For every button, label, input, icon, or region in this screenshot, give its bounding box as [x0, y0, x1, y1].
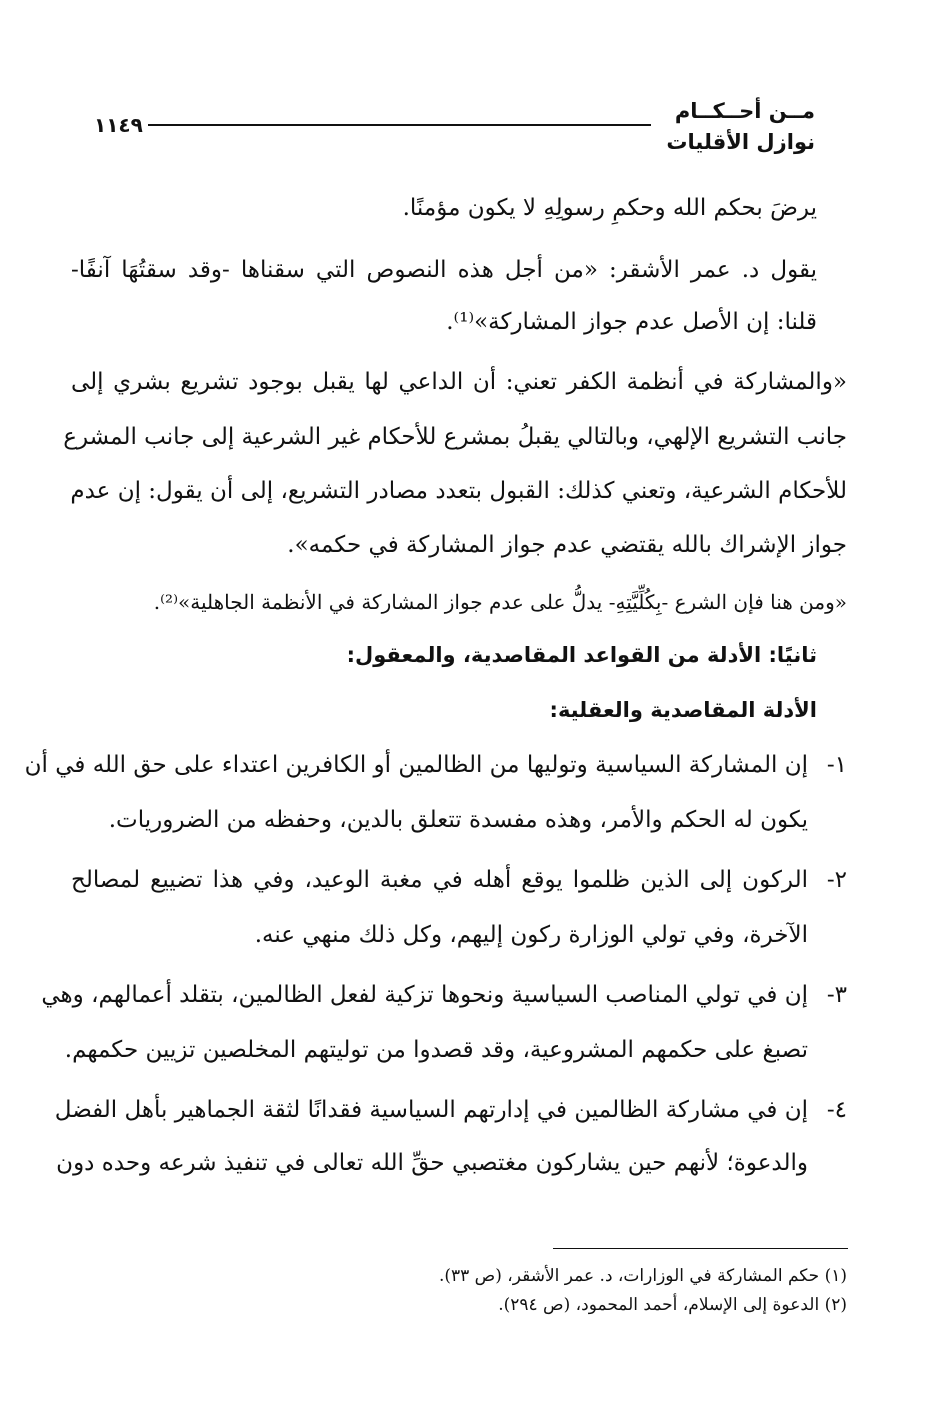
header-rule	[148, 124, 651, 126]
list-item-line: والدعوة؛ لأنهم حين يشاركون مغتصبي حقِّ الله تعالى في تنفيذ شرعه وحده دون	[56, 1150, 808, 1176]
header-title-line2: نوازل الأقليات	[666, 130, 815, 154]
list-item-line: تصبغ على حكمهم المشروعية، وقد قصدوا من توليتهم المخلصين تزيين حكمهم.	[64, 1037, 808, 1063]
header-title-line1: مــن أحــكــام	[674, 99, 815, 123]
list-number: ٤-	[826, 1097, 847, 1123]
list-number: ٢-	[826, 867, 847, 893]
text-line: جواز الإشراك بالله يقتضي عدم جواز المشاركة في حكمه».	[287, 532, 847, 558]
text-line: «ومن هنا فإن الشرع -بِكُلِّيَّتِهِ- يدلُّ على عدم جواز المشاركة في الأنظمة الجاهلية»⁽²⁾.	[153, 590, 847, 614]
list-item-line: إن في تولي المناصب السياسية ونحوها تزكية لفعل الظالمين، بتقلد أعمالهم، وهي	[41, 982, 808, 1008]
list-number: ١-	[826, 752, 847, 778]
list-item-line: الركون إلى الذين ظلموا يوقع أهله في مغبة الوعيد، وفي هذا تضييع لمصالح	[71, 867, 808, 893]
list-item-line: إن المشاركة السياسية وتوليها من الظالمين أو الكافرين اعتداء على حق الله في أن	[24, 752, 808, 778]
list-item-line: الآخرة، وفي تولي الوزارة ركون إليهم، وكل ذلك منهي عنه.	[254, 922, 808, 948]
section-heading: ثانيًا: الأدلة من القواعد المقاصدية، والمعقول:	[346, 643, 817, 667]
text-line: قلنا: إن الأصل عدم جواز المشاركة»⁽¹⁾.	[446, 309, 817, 335]
list-item-line: إن في مشاركة الظالمين في إدارتهم السياسية فقدانًا لثقة الجماهير بأهل الفضل	[54, 1097, 808, 1123]
footnote-1: (١) حكم المشاركة في الوزارات، د. عمر الأشقر، (ص ٣٣).	[438, 1266, 847, 1286]
text-line: للأحكام الشرعية، وتعني كذلك: القبول بتعدد مصادر التشريع، إلى أن يقول: إن عدم	[70, 478, 847, 504]
footnote-rule	[553, 1248, 848, 1249]
text-line: «والمشاركة في أنظمة الكفر تعني: أن الداعي لها يقبل بوجود تشريع بشري إلى	[71, 369, 847, 395]
text-line: يقول د. عمر الأشقر: «من أجل هذه النصوص التي سقناها -وقد سقتُهَا آنفًا-	[71, 257, 817, 283]
footnote-2: (٢) الدعوة إلى الإسلام، أحمد المحمود، (ص ٢٩٤).	[498, 1295, 847, 1315]
text-line: جانب التشريع الإلهي، وبالتالي يقبلُ بمشرع للأحكام غير الشرعية إلى جانب المشرع	[63, 424, 847, 450]
subsection-heading: الأدلة المقاصدية والعقلية:	[549, 698, 817, 722]
list-item-line: يكون له الحكم والأمر، وهذه مفسدة تتعلق بالدين، وحفظه من الضروريات.	[108, 807, 808, 833]
list-number: ٣-	[826, 982, 847, 1008]
running-header-title	[635, 96, 815, 158]
text-line: يرضَ بحكم الله وحكمِ رسولِهِ لا يكون مؤمنًا.	[402, 195, 817, 221]
page-number: ١١٤٩	[94, 113, 143, 137]
